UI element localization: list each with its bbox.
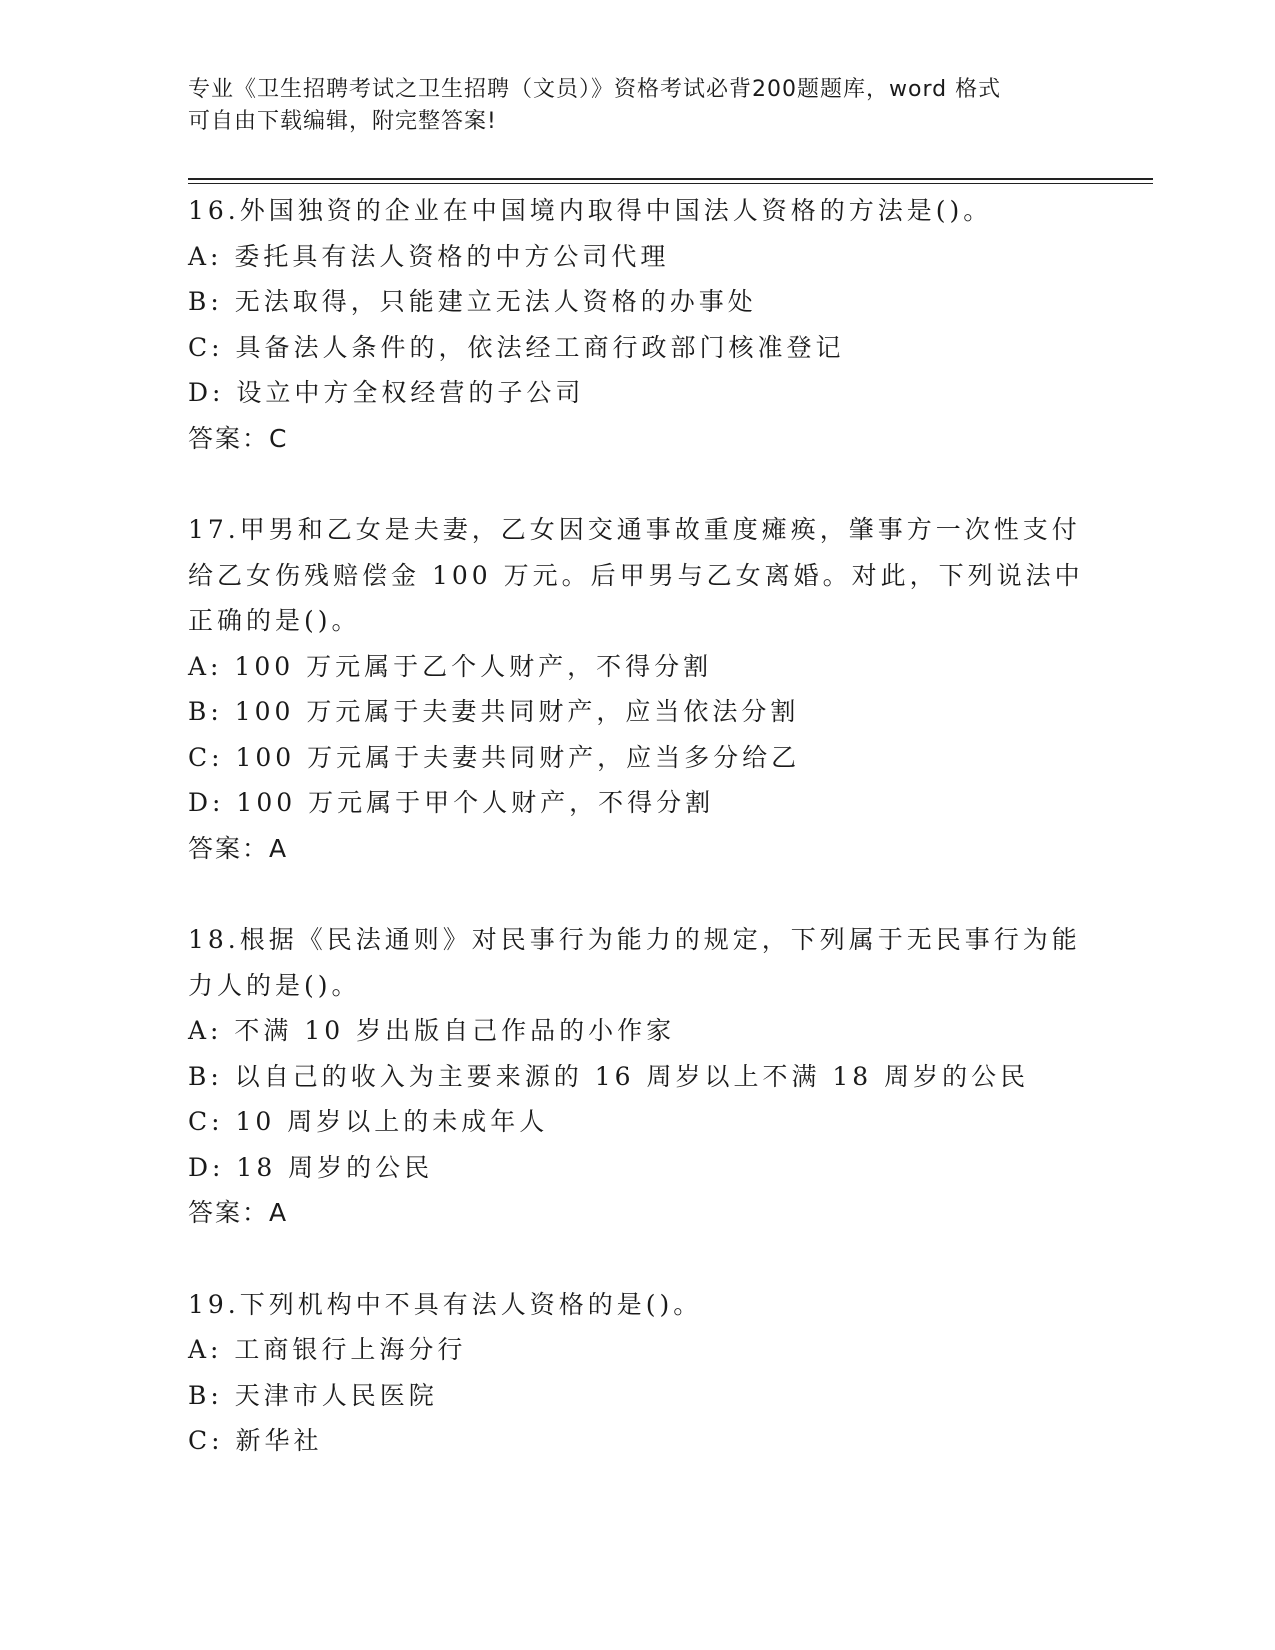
option-a: A: 委托具有法人资格的中方公司代理 xyxy=(188,241,670,271)
answer: 答案：A xyxy=(188,833,289,863)
question-text: 19.下列机构中不具有法人资格的是()。 xyxy=(188,1289,703,1319)
answer: 答案：A xyxy=(188,1198,289,1227)
question-17 xyxy=(188,507,1088,871)
question-19 xyxy=(188,1282,1088,1464)
question-text: 力人的是()。 xyxy=(188,970,361,1000)
option-b: B: 天津市人民医院 xyxy=(188,1380,438,1410)
option-c: C: 新华社 xyxy=(188,1426,323,1455)
header-divider-thin xyxy=(188,183,1153,184)
option-b: B: 以自己的收入为主要来源的 16 周岁以上不满 18 周岁的公民 xyxy=(188,1061,1030,1091)
option-d: D: 18 周岁的公民 xyxy=(188,1152,434,1182)
header-divider-thick xyxy=(188,178,1153,180)
option-a: A: 不满 10 岁出版自己作品的小作家 xyxy=(188,1016,676,1045)
option-d: D: 设立中方全权经营的子公司 xyxy=(188,378,585,407)
header-line-2: 可自由下载编辑，附完整答案! xyxy=(188,109,497,134)
option-b: B: 无法取得，只能建立无法人资格的办事处 xyxy=(188,287,757,316)
question-list xyxy=(188,188,1088,1510)
question-18 xyxy=(188,917,1088,1236)
header-line-1: 专业《卫生招聘考试之卫生招聘（文员）》资格考试必背200题题库，word 格式 xyxy=(188,77,1002,102)
option-c: C: 100 万元属于夫妻共同财产，应当多分给乙 xyxy=(188,742,801,772)
question-text: 17.甲男和乙女是夫妻，乙女因交通事故重度瘫痪，肇事方一次性支付 xyxy=(188,515,1081,544)
document-header xyxy=(188,74,1068,138)
question-text: 16.外国独资的企业在中国境内取得中国法人资格的方法是()。 xyxy=(188,196,993,225)
option-c: C: 具备法人条件的，依法经工商行政部门核准登记 xyxy=(188,332,845,362)
option-a: A: 100 万元属于乙个人财产，不得分割 xyxy=(188,651,713,681)
question-text: 18.根据《民法通则》对民事行为能力的规定，下列属于无民事行为能 xyxy=(188,925,1081,954)
question-16 xyxy=(188,188,1088,461)
answer: 答案：C xyxy=(188,423,289,453)
question-text: 给乙女伤残赔偿金 100 万元。后甲男与乙女离婚。对此，下列说法中 xyxy=(188,560,1084,590)
option-c: C: 10 周岁以上的未成年人 xyxy=(188,1107,549,1136)
option-a: A: 工商银行上海分行 xyxy=(188,1335,467,1364)
option-b: B: 100 万元属于夫妻共同财产，应当依法分割 xyxy=(188,697,800,726)
question-text: 正确的是()。 xyxy=(188,606,361,635)
option-d: D: 100 万元属于甲个人财产，不得分割 xyxy=(188,788,715,817)
